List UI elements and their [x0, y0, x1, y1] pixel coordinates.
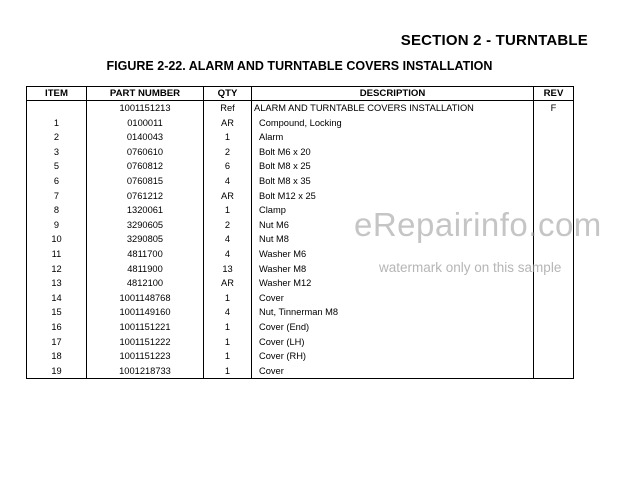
description-cell: Bolt M12 x 25 [252, 189, 534, 204]
part-number-cell: 4811700 [87, 247, 204, 262]
description-cell: Nut M8 [252, 232, 534, 247]
description-cell: Nut, Tinnerman M8 [252, 305, 534, 320]
item-cell: 10 [51, 234, 62, 245]
qty-cell: 4 [204, 305, 252, 320]
qty-cell: 1 [204, 203, 252, 218]
part-number-cell: 0100011 [87, 116, 204, 131]
rev-cell [534, 174, 574, 189]
item-cell: 2 [53, 132, 60, 143]
item-cell: 6 [53, 175, 60, 186]
rev-cell [534, 130, 574, 145]
table-row [27, 130, 574, 145]
table-row [27, 145, 574, 160]
item-cell: 3 [53, 146, 60, 157]
rev-cell [534, 364, 574, 379]
part-number-cell: 1001151222 [87, 335, 204, 350]
part-number-cell: 1320061 [87, 203, 204, 218]
rev-cell [534, 291, 574, 306]
part-number-cell: 0760812 [87, 159, 204, 174]
qty-cell: 6 [204, 159, 252, 174]
item-cell: 14 [51, 292, 62, 303]
rev-cell [534, 145, 574, 160]
part-number-cell: 0761212 [87, 189, 204, 204]
qty-cell: 1 [204, 130, 252, 145]
qty-cell: 1 [204, 335, 252, 350]
qty-cell: 2 [204, 218, 252, 233]
rev-cell: F [534, 101, 574, 116]
item-cell: 18 [51, 351, 62, 362]
table-row [27, 335, 574, 350]
description-cell: Washer M6 [252, 247, 534, 262]
item-cell: 16 [51, 321, 62, 332]
description-cell: Clamp [252, 203, 534, 218]
item-cell: 11 [51, 248, 62, 259]
part-number-cell: 0760815 [87, 174, 204, 189]
description-cell: Bolt M8 x 25 [252, 159, 534, 174]
qty-cell: 1 [204, 349, 252, 364]
table-row [27, 116, 574, 131]
item-cell: 7 [53, 190, 60, 201]
section-title: SECTION 2 - TURNTABLE [400, 32, 588, 49]
part-number-cell: 0140043 [87, 130, 204, 145]
description-cell: Compound, Locking [252, 116, 534, 131]
part-number-cell: 3290805 [87, 232, 204, 247]
part-number-cell: 3290605 [87, 218, 204, 233]
part-number-cell: 1001218733 [87, 364, 204, 379]
item-cell: 8 [53, 205, 60, 216]
qty-cell: AR [204, 276, 252, 291]
watermark-subtext: watermark only on this sample [379, 260, 562, 275]
rev-cell [534, 349, 574, 364]
item-cell: 9 [53, 219, 60, 230]
qty-cell: 4 [204, 174, 252, 189]
description-cell: Cover (End) [252, 320, 534, 335]
qty-cell: Ref [204, 101, 252, 116]
part-number-cell: 1001149160 [87, 305, 204, 320]
table-row [27, 189, 574, 204]
column-header-qty: QTY [204, 87, 252, 101]
rev-cell [534, 305, 574, 320]
description-cell: Bolt M6 x 20 [252, 145, 534, 160]
part-number-cell: 0760610 [87, 145, 204, 160]
qty-cell: 4 [204, 232, 252, 247]
item-cell: 19 [51, 365, 62, 376]
qty-cell: 13 [204, 262, 252, 277]
part-number-cell: 1001151223 [87, 349, 204, 364]
table-row [27, 276, 574, 291]
rev-cell [534, 276, 574, 291]
part-number-cell: 1001151221 [87, 320, 204, 335]
table-row [27, 349, 574, 364]
column-header-part-number: PART NUMBER [87, 87, 204, 101]
qty-cell: AR [204, 189, 252, 204]
item-cell: 1 [53, 117, 60, 128]
qty-cell: 1 [204, 320, 252, 335]
part-number-cell: 4812100 [87, 276, 204, 291]
item-cell: 5 [53, 161, 60, 172]
item-cell: 13 [51, 278, 62, 289]
watermark-text: eRepairinfo.com [354, 206, 602, 243]
qty-cell: AR [204, 116, 252, 131]
qty-cell: 1 [204, 364, 252, 379]
description-cell: Washer M8 [252, 262, 534, 277]
qty-cell: 4 [204, 247, 252, 262]
description-cell: Cover [252, 291, 534, 306]
item-cell: 12 [51, 263, 62, 274]
table-header-row [27, 87, 574, 101]
description-cell: Washer M12 [252, 276, 534, 291]
table-row [27, 305, 574, 320]
rev-cell [534, 159, 574, 174]
description-cell: Alarm [252, 130, 534, 145]
item-cell [27, 101, 87, 116]
column-header-item: ITEM [27, 87, 87, 101]
column-header-rev: REV [534, 87, 574, 101]
qty-cell: 1 [204, 291, 252, 306]
description-cell: ALARM AND TURNTABLE COVERS INSTALLATION [252, 101, 534, 116]
figure-title: FIGURE 2-22. ALARM AND TURNTABLE COVERS INSTALLATION [106, 59, 493, 73]
table-row [27, 174, 574, 189]
description-cell: Nut M6 [252, 218, 534, 233]
description-cell: Cover (LH) [252, 335, 534, 350]
qty-cell: 2 [204, 145, 252, 160]
table-row [27, 364, 574, 379]
description-cell: Cover (RH) [252, 349, 534, 364]
description-cell: Bolt M8 x 35 [252, 174, 534, 189]
part-number-cell: 4811900 [87, 262, 204, 277]
part-number-cell: 1001151213 [87, 101, 204, 116]
item-cell: 17 [51, 336, 62, 347]
table-row [27, 291, 574, 306]
table-row [27, 159, 574, 174]
rev-cell [534, 320, 574, 335]
part-number-cell: 1001148768 [87, 291, 204, 306]
table-row [27, 101, 574, 116]
column-header-description: DESCRIPTION [252, 87, 534, 101]
rev-cell [534, 189, 574, 204]
table-row [27, 320, 574, 335]
rev-cell [534, 116, 574, 131]
description-cell: Cover [252, 364, 534, 379]
item-cell: 15 [51, 307, 62, 318]
rev-cell [534, 335, 574, 350]
